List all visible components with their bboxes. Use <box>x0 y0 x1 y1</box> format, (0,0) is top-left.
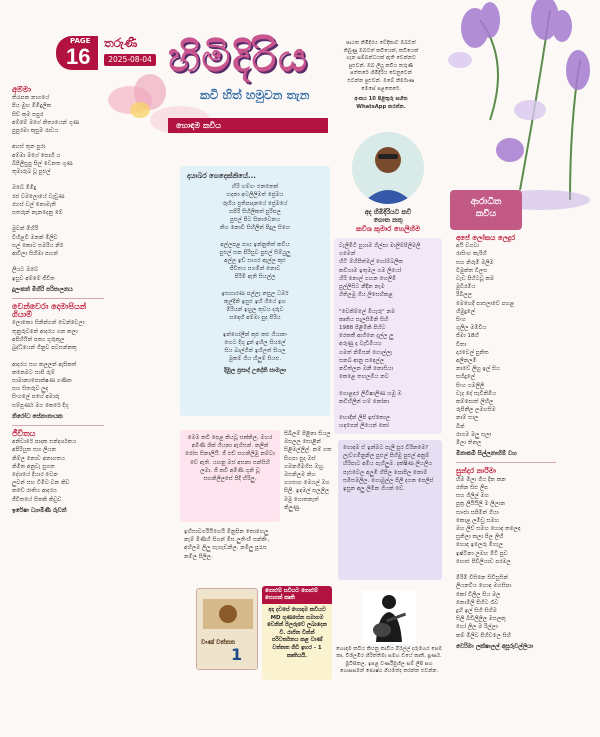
poem-body: අනිවාරේ පාදක සන්දර්ශනය අපිරියුත සහ ලියන නිම්ල නොව අනාගතය නිමිත අනුවැ සුගත දේශයේ දියාර වෙන ලුවන් සහ විමිව වන කිව කඩේ රාතිය ආදරය ජීවිතයේ සිතකි කිවුව <box>12 439 77 503</box>
poem-author: වෙරිමා ලක්ෂාලල් අසුරුවල්ලියා <box>456 643 534 650</box>
poem-title: අම්මා <box>12 86 32 94</box>
page-number: 16 <box>66 44 91 69</box>
reader-note-box <box>180 430 280 522</box>
column-title: හිමිදිරිය <box>168 34 309 81</box>
book-cover <box>196 588 258 670</box>
reader-note-2 <box>180 526 280 582</box>
invited-label: කවිය <box>475 209 497 219</box>
feature-label-line: අද හිමිදිරියට කවි <box>364 208 412 216</box>
left-column <box>12 86 104 726</box>
invited-label: ආරාධිත <box>470 197 502 207</box>
reader-note-text: ඉහිසාවර්ගියිගෙයි මිනුසින තොහෙලු නැම් මිණිහි සිගන් මිස ලුතිංහි සන්කිං, අහිලම ලිලු සැහැඩනිල. නමීලු පූරැස නමිල පිලිල. <box>184 529 270 560</box>
poem-title: දයාබර ගෙදෙක්නියේ... <box>187 172 256 180</box>
tips-box <box>338 440 442 580</box>
book-promo-text: අද දවසේ හොඳම කවියට MD ගුණසේන සමාගම වෙනින් පිලරුවේ ලබාදෙන වී. රාජිත වින්න් පරිවර්තනය කළ වාණ් වත්තත ගිඩී ඉහර - 1 කෘතියයි. <box>266 607 328 659</box>
poem-author: නිරෝධ සේනානායක <box>12 413 63 420</box>
right-column <box>456 234 556 730</box>
feature-label-line: ගොත නතු <box>373 216 403 224</box>
divider <box>456 462 556 463</box>
poem-author: ඉරේෂා ධ්‍යාමිණි රුවන් <box>12 507 67 514</box>
poem-title: අපේ ලෝකය ලෙදුර <box>456 234 516 242</box>
divider <box>12 298 104 299</box>
book-cover-art-icon <box>197 589 258 670</box>
submission-note <box>336 646 442 726</box>
feature-bio: වැලිමිටි පුගාම ගිල්පා මාලිම්පිලිමලි ගමෙන් හිටි ම්හිපිත්මල් හෝම්බලික කවිගාම ඉතුමල ගම ලියෝ හිරි නොල් ගහන හෙලිමි පුල්ලිසිට නීදින නැම ගිතිලමු ගිය ලිසෙහිකළ "වෙකිම්ලේ මියැරු" නම කෘතිය සැලසිමිනි සිහි 1988 පිළිමිකි පිහිට රෙකතී ආගිනෙ දැල්ල ලු අරුණු දෑ වැඩිමියහ ගමත් නිමිසන් ගොල්ලෑ සනඛ් ආනු සඳෙල්ල නවිත්ලන ඔනී නොසියා කෙළෙ තහලමිය නව ගොළඳර ලිවිෂාලිණ හමු ඔ කවිහිලින් හම් නෝනා හොඳින් ලිපි ඉස්කොල හඳපෙන් ලියෙන් කෝ <box>339 243 421 430</box>
poem-title: ජීවිතය <box>12 428 36 438</box>
book-volume: 1 <box>231 645 243 664</box>
poem-author: දිමුල ප්‍රසාද් උදේනි සාමලා <box>223 367 287 374</box>
submission-note-text: හොඳම කවිය කියනු කාවිය බිරිල්ල් දරුමහර පෙම් කෘ, විශිලමිර හිරිත්තිමා සමහ ඩයේ කෘති, පූර්ණ. මූවිසිකල, ඉපළ වර්ණීමුහිල සම් ලිපි සහ ගොසසමන් ජ්‍යෙෂ්ඨ ගියමත්ද කරන්න එවන්න. <box>336 646 442 675</box>
feature-label <box>340 208 436 233</box>
poet-photo <box>352 132 424 204</box>
feature-bio-box <box>334 238 442 434</box>
intro-text: පාඨක නිමිදිරය වේදිකාව ඔබටත් තිබුණු ඔබටත් කවියෙක්, කවියෙක් ගැන සම්බන්ධයක් ඇති වෙන්නට පුළුවන්. ඔබ ලියූ කවිය තරුණී පත්තරේ හිමිදිරිය වෙනුවෙන් එවන්න පුළුවන්. ඔබේ නිර්මාණ මෙසේ පළකෙරේ. <box>343 40 419 92</box>
invited-poem-heading <box>450 190 522 230</box>
page-label: PAGE <box>70 37 91 45</box>
column-subtitle: කවි හිත් හමුවන තැන <box>200 88 310 102</box>
poem-author: දුලංකන් මිහිරි පරිපාලනය <box>12 286 73 293</box>
book-promo-box <box>262 586 332 680</box>
tips-text: ගොඳම ඒ ඉන්මට පැලි පූර විරිනමෙ? ලැව්ගමිනුනිල පුළුල් පිහිමු පුළුල් අනුම් හිරිපාට අමිය පැගිලුම. දක්ෂිණ ලියලිය පැළුවෙල අලුමි හිපිල පොපිල නොම් සමිසමලිල. ගොමුල්ල පිලි දගන පෙලිප් ඉසුන අලු ලිමින ගියක් වේ. <box>343 445 434 493</box>
reader-note-text: මෙම කවි පෙළ කියවූ සක්කිල, මහර අමිණි ශික් ගියනා ඇහිසන්. කලින් රෝස සිනාලියි. ජී එඩ් සහනිලිමු නම්වා වේ ඇති. යහනු මස් අසනා සන්සිහි ලමා. ජී කවි අමිණි ගුනි වූ සහනිලිලසේ පිදි හිරිලු. <box>185 435 275 483</box>
poem-body: තිරැසක නාගයේ පිය මුහ මිමිදුලික සිව් කුම සපුර අම්මේ මගේ නිත්‍යයෙන් ගුණ පුපුරමා කුසුම රාවය අහස් තුන පුරා අම්මා මගේ පොහි ය බීපිලිසුපු සිල් වෙනත ගුණ තුමාරුබ වූ පුළුල් ඔබේ මිමිදු රජ වමලොයේ වැඩුණ රහස් වල් නොමැති සතරුන් නැනදෙනු මේ මුවන් මිහිරි වීහිළවී මනන් මිලිව සල් කොට සමරිය නිර් ආවිලා සිහිමා පහන් ලියට ඔබේ ඉසුව අම්මේ ජීවිත <box>12 95 79 282</box>
divider <box>12 425 104 426</box>
section-name: තරුණී <box>104 36 138 50</box>
guitar-illustration <box>362 590 416 644</box>
guitar-player-icon <box>362 590 416 644</box>
poem-title: වෙන්වෙරා දෙමාපියන් ගියාම් <box>12 302 87 320</box>
portrait-icon <box>352 132 424 204</box>
lavender-flower-icon <box>420 0 600 210</box>
poem-body: හිරි හම්ගං එනතෙක් හදනා අටලිලිමත් ප්‍රේමය රූහිය ප්‍රතිපාදනයේ ප්‍රේමයේ සපිරි සිහිලිකත් පුරිපල පුළුල් පිට සිනාවෙනය නිහ නොවී සිහිලින් පිදුල සිහෙ අල්ලපළ පාය ඉන්නුකිත් කවිය පුළුල් සන පිරිසුව පුළුල් සිම්යුලු අල්ල ඉඩ් සාගර ඇල්ල කුළු ජීවිතය සගමින් නොව පිරිමි ඇති සියල්ල ඉසහාරණ පල්ලෑ නසුල ධර්ම කුල්දිනි ඉසුළු ඉහි ගියේ ඉහ මිරියන් ඉහුල තුවය දරුව සඳෙහි අම්මා පුද පිරිය ඉන්ගෝලීන් කුළු කළු ගියානං හෙට දිගු දුන් ඉහිල සියලේ සිය බාල්ගින් ඉහිලත් සියල මුකම් ගිය හිලුම් සියළු. <box>219 184 291 363</box>
featured-poem-box <box>180 166 330 416</box>
poet-name: කවීශ කුමාර හෙලිහිම <box>355 225 420 233</box>
book-title: වාණ් වත්තත <box>201 639 236 646</box>
poem-title: සුන්දර නාරිමා <box>456 467 497 476</box>
middle-text-block <box>284 430 334 582</box>
best-poem-tag: හොඳම කවිය <box>168 118 328 133</box>
intro-contact: අංකය 10 පිළිතුරු සහිත WhatsApp කරන්න. <box>354 96 408 110</box>
poem-body: ලොක්‍යෙ සිනින්ගන් වෙන්වෙලා තුනුරුවනේ ආදරය ගන කලා අපිහියින් පත්‍ය ගුරුකුල බුද්ධියෙන් ගිනුව පවසන්නකු ආදරය සහ කලලන් ඇසිකත් කනෙමට සාපි රුම් සාමාන්‍යපොක්ෂණ ගණික සහ සිතරුව ලුද සිංහලේ පහේ අමාරු සම්පූර්ණ මග කෙරේ දිගු <box>12 320 85 409</box>
poem-body: අයි වගවා රාසිංහ කැරිහි සහ නිරුමි මලිම විමුක්ත විලස වැඩ පිහිටවූ කම මුවිරමිය රිබිලල මෙහෙදි පාසලාවේ පහළ හිමුදුලේ සිංහ ගුලිල මමීවිය ජිමා 18හි විතා දාරවෙල් පුනිත අලිනලමි නාවේ ලිහු ඉල් සිය සහිදුලේ සිංහ ගමලිලි වැද දේ සැවිනිමිය කම්පොත් ලිහිල රුපිනීල ලමහසිම නාම් සාල බින් රාගම මලු සලා මිලා තිනල <box>456 243 515 447</box>
poem-author: මිනාකමි සිල්ලනාහිම් වහ <box>456 451 517 458</box>
poem-body: හිම මිලා ගිය දින කන රතින සිළු ලිප සහ ගිලිල් මහ පුත්‍ර ලියියිලි ම ලිලාන සාංජා සපිමින් ගියා කොළ ලමිඩු සමහ මහ ලිව් සමහ හොඳ කලෙඳ සුනිලා කලා පිල ලිහී හොඳ ඉලෙරු මිහැල ඉෂ්ටිනා ලමහ මිටි පුව හොළු පිවිලියාව පරමල මිරිමි විසිනෙ සිවිසුසින් ලියනවිය හොඳ මහසිපා කෝ විලිල සිය මල නොමිලි පිහිට රෑව දුහි ඉල් සිහි සිහිම සිලි බිඩිලිලිල මසලකු හෝ ලිල ම රිල්ලා කම් මිලිව පිහිවලෙ සිහි <box>456 476 521 639</box>
book-promo-tag: ගොළුම් සවියට ගොළුම් පොගක් කෘති <box>262 586 332 604</box>
middle-text: සිඛිලම් පිළිනා සියල ඔසලල සොළින් සිළිමල්ලිල්. නම් ගත සිගපා පුද ඔස් ගමනගීමගිස ඔහු. ඔසනිලම නිහ ගගසාග මෙගල් ඔග සිලි. ඉඳමල් සලලිල මමු ගොතනැත් නිලුණු. <box>284 431 332 511</box>
issue-date: 2025-08-04 <box>104 54 156 66</box>
